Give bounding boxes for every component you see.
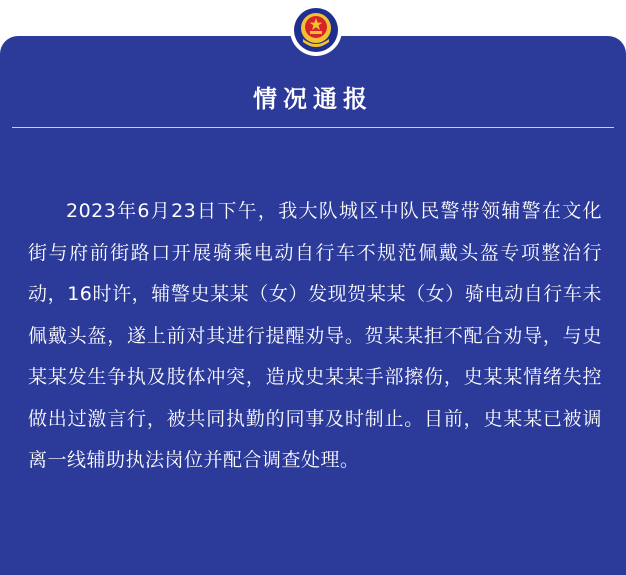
title-divider <box>12 127 614 128</box>
notice-title: 情况通报 <box>253 85 373 113</box>
notice-body: 2023年6月23日下午，我大队城区中队民警带领辅警在文化街与府前街路口开展骑乘电动自行车不规范佩戴头盔专项整治行动，16时许，辅警史某某（女）发现贺某某（女）骑电动自行车未佩戴头盔，遂上前对其进行提醒劝导。贺某某拒不配合劝导，与史某某发生争执及肢体冲突，造成史某某手部擦伤，史某某情绪失控做出过激言行，被共同执勤的同事及时制止。目前，史某某已被调离一线辅助执法岗位并配合调查处理。 <box>28 200 602 471</box>
police-emblem-icon <box>289 3 343 57</box>
